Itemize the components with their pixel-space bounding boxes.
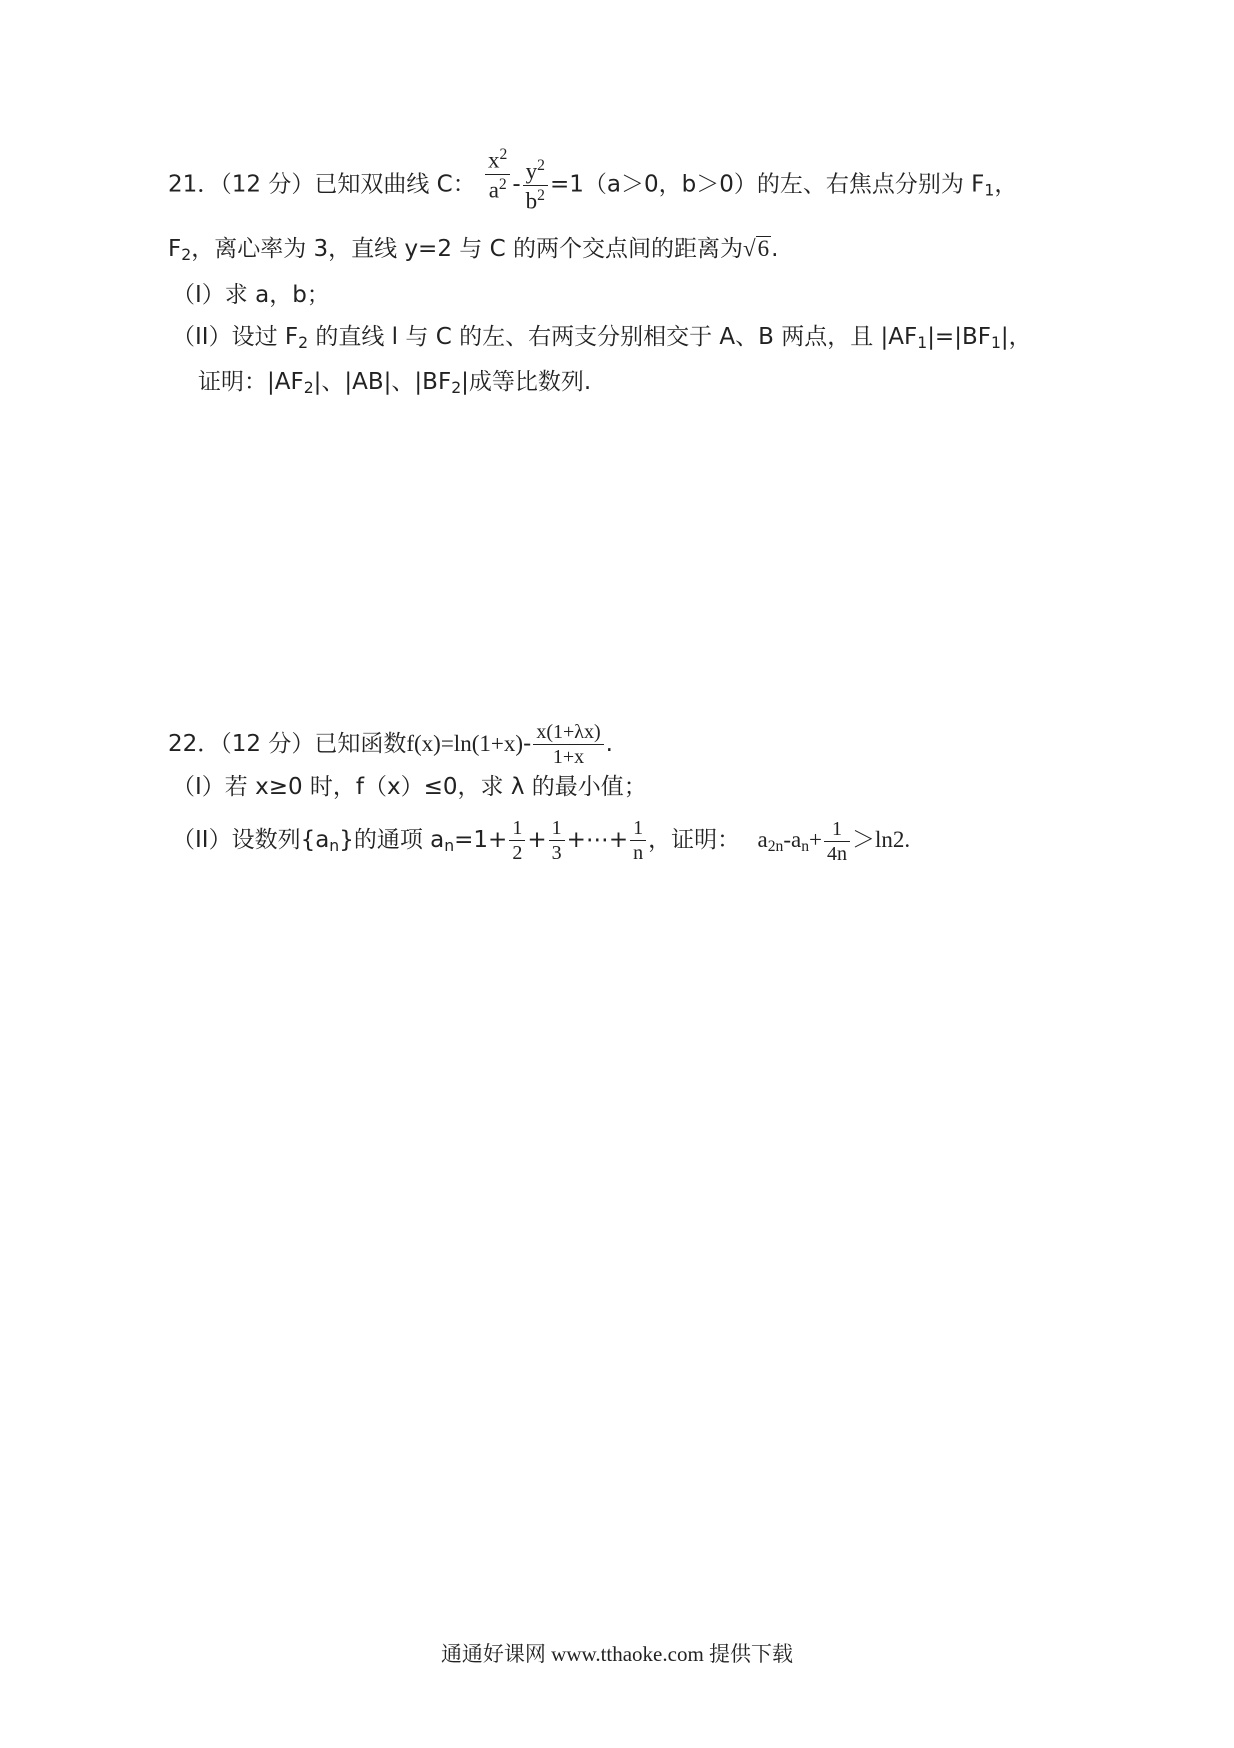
q21-part2: （II）设过 $F_2$ 的直线 l 与 C 的左、右两支分别相交于 A、B 两点，且 $|AF_1|=|BF_1|$，: [172, 324, 1032, 352]
frac-one-n: $\frac{1}{n}$: [630, 818, 646, 863]
q22-score: （12 分）: [220, 731, 315, 757]
q22-fraction: $\frac{x(1+\lambda x)}{1+x}$: [533, 722, 603, 767]
q21-number: 21．: [168, 171, 221, 198]
q21-prove: 证明：$|AF_2|$、|AB|、$|BF_2|$成等比数列.: [198, 369, 592, 397]
q21-line2: $F_2$，离心率为 3，直线 y=2 与 C 的两个交点间的距离为√6.: [168, 236, 779, 264]
q21-line2-text: ，离心率为 3，直线 y=2 与 C 的两个交点间的距离为: [191, 236, 743, 262]
sqrt-six: √6: [742, 236, 770, 261]
q22-number: 22．: [168, 731, 221, 757]
q21-equation-rest: =1（a＞0，b＞0）的左、右焦点分别为 F: [549, 171, 985, 198]
footer-source: 通通好课网 www.tthaoke.com 提供下载: [440, 1642, 794, 1666]
q21-fraction-y: $\frac{y^2}{b^2}$: [523, 158, 548, 212]
q22-line1: 22．（12 分）已知函数f(x)=ln(1+x)- $\frac{x(1+\lambda x)}{1+x}$ .: [168, 721, 613, 768]
q22-function: f(x)=ln(1+x): [406, 731, 523, 756]
frac-one-4n: $\frac{1}{4n}$: [824, 819, 850, 864]
frac-one-half: $\frac{1}{2}$: [509, 818, 525, 863]
q21-intro: 已知双曲线 C：: [314, 171, 476, 198]
q22-inequality: $a_{2n}-a_n+$ $\frac{1}{4n}$ ＞ln2.: [757, 818, 911, 866]
q21-score: （12 分）: [220, 171, 315, 198]
q22-part2: （II）设数列$\{a_n\}$的通项 $a_n=1+$ $\frac{1}{2}$ + $\frac{1}{3}$ +⋯+ $\frac{1}{n}$ ，证明： $a_{2n}-a_n+$ $\frac{1}{4n}$ ＞ln2.: [172, 817, 911, 866]
q22-part1: （I）若 x≥0 时，f（x）≤0，求 λ 的最小值；: [172, 774, 647, 800]
frac-one-third: $\frac{1}{3}$: [549, 818, 565, 863]
q21-line1: 21．（12 分）已知双曲线 C： $\frac{x^2}{a^2}$ - $\frac{y^2}{b^2}$ =1（a＞0，b＞0）的左、右焦点分别为 $F_1$，: [168, 146, 1018, 214]
q21-fraction-x: $\frac{x^2}{a^2}$: [485, 147, 510, 201]
q21-part1: （I）求 a，b；: [172, 282, 330, 308]
